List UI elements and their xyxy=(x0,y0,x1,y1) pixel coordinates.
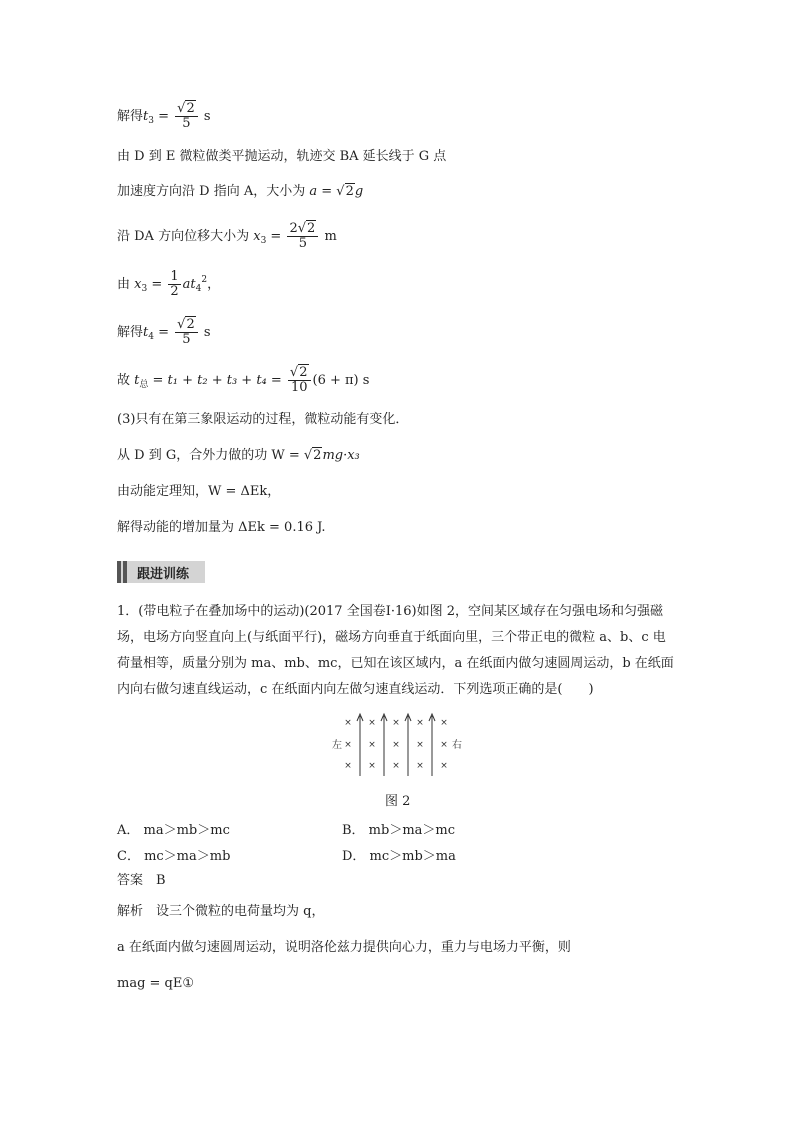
section-title: 跟进训练 xyxy=(137,566,190,582)
section-bars-icon xyxy=(117,561,129,583)
answer: 答案 B xyxy=(117,873,166,888)
figure-caption: 图 2 xyxy=(385,794,411,809)
field-mark: × xyxy=(392,761,400,771)
fraction: $\frac{√2}{5}$ xyxy=(175,318,198,347)
option-b: B． mb＞ma＞mc xyxy=(342,823,456,838)
analysis-line-1: 解析 设三个微粒的电荷量均为 q， xyxy=(117,904,325,919)
field-mark: × xyxy=(392,718,400,728)
solution-line-6: 解得$t_4$ = $\frac{√2}{5}$ s xyxy=(117,317,211,347)
solution-line-2: 由 D 到 E 微粒做类平抛运动，轨迹交 BA 延长线于 G 点 xyxy=(117,149,447,164)
field-mark: × xyxy=(392,740,400,750)
field-mark: × xyxy=(368,740,376,750)
analysis-line-3: mag = qE① xyxy=(117,976,195,991)
solution-line-8: (3)只有在第三象限运动的过程，微粒动能有变化． xyxy=(117,412,409,427)
solution-line-11: 解得动能的增加量为 ΔEk = 0.16 J. xyxy=(117,520,326,535)
field-mark: × xyxy=(344,761,352,771)
field-mark: × xyxy=(368,718,376,728)
fraction: $\frac{√2}{10}$ xyxy=(288,366,311,395)
field-mark: × xyxy=(416,718,424,728)
option-c: C． mc＞ma＞mb xyxy=(117,849,231,864)
field-mark: × xyxy=(440,740,448,750)
figure-right-label: 右 xyxy=(452,740,462,751)
solution-line-7: 故 $t_总 = t_1 + t_2 + t_3 + t_4$ = $\frac{√2}{10}$ (6 + π) s xyxy=(117,365,370,395)
question-text: 1．(带电粒子在叠加场中的运动)(2017 全国卷Ⅰ·16)如图 2，空间某区域存在匀强电场和匀强磁场，电场方向竖直向上(与纸面平行)，磁场方向垂直于纸面向里，三个带正电的微粒 a、b、c 电荷量相等，质量分别为 ma、mb、mc，已知在该区域内，a 在纸面内做匀速圆周运动，b 在纸面内向右做匀速直线运动，c 在纸面内向左做匀速直线运动．下列选项正确的是( ) xyxy=(117,604,674,697)
field-mark: × xyxy=(440,718,448,728)
fraction: $\frac{2√2}{5}$ xyxy=(287,222,318,251)
field-mark: × xyxy=(344,740,352,750)
solution-line-9: 从 D 到 G，合外力做的功 W = √2mg·x₃ xyxy=(117,448,360,463)
option-d: D． mc＞mb＞ma xyxy=(342,849,456,864)
field-mark: × xyxy=(416,761,424,771)
solution-line-1: 解得$t_3$ = $\frac{√2}{5}$ s xyxy=(117,101,211,131)
solution-line-5: 由 $x_3$ = $\frac{1}{2}$ $at_4^2$， xyxy=(117,269,221,299)
magnetic-field-figure xyxy=(330,712,470,776)
solution-line-3: 加速度方向沿 D 指向 A，大小为 a = √2g xyxy=(117,184,364,199)
figure-left-label: 左 xyxy=(332,740,342,751)
analysis-line-2: a 在纸面内做匀速圆周运动，说明洛伦兹力提供向心力，重力与电场力平衡，则 xyxy=(117,940,571,955)
solution-line-10: 由动能定理知，W = ΔEk， xyxy=(117,484,281,499)
section-header xyxy=(117,561,205,583)
option-a: A． ma＞mb＞mc xyxy=(117,823,230,838)
solution-line-4: 沿 DA 方向位移大小为 $x_3$ = $\frac{2√2}{5}$ m xyxy=(117,221,337,251)
field-mark: × xyxy=(416,740,424,750)
fraction: $\frac{√2}{5}$ xyxy=(175,102,198,131)
field-mark: × xyxy=(440,761,448,771)
field-mark: × xyxy=(344,718,352,728)
field-mark: × xyxy=(368,761,376,771)
fraction: $\frac{1}{2}$ xyxy=(170,269,179,299)
